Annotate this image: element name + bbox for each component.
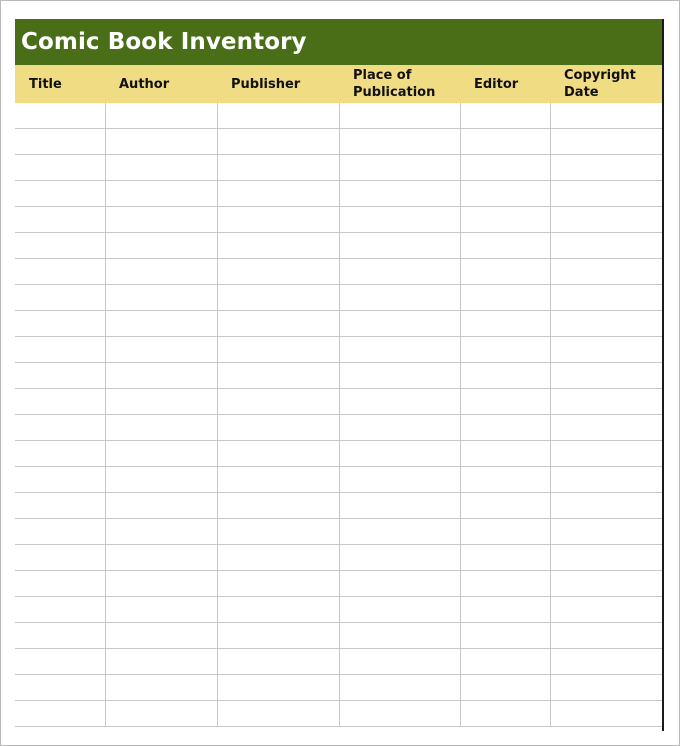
cell-place-of-publication[interactable] — [339, 415, 460, 441]
cell-editor[interactable] — [460, 155, 550, 181]
table-row — [15, 285, 662, 311]
column-header-editor: Editor — [460, 65, 550, 103]
inventory-sheet — [15, 19, 664, 731]
cell-author[interactable] — [105, 285, 217, 311]
cell-author[interactable] — [105, 337, 217, 363]
cell-publisher[interactable] — [217, 363, 339, 389]
cell-copyright-date[interactable] — [550, 233, 662, 259]
cell-author[interactable] — [105, 415, 217, 441]
cell-place-of-publication[interactable] — [339, 623, 460, 649]
cell-copyright-date[interactable] — [550, 649, 662, 675]
cell-author[interactable] — [105, 519, 217, 545]
cell-author[interactable] — [105, 649, 217, 675]
cell-place-of-publication[interactable] — [339, 363, 460, 389]
cell-title[interactable] — [15, 675, 105, 701]
table-row — [15, 701, 662, 727]
cell-title[interactable] — [15, 597, 105, 623]
cell-publisher[interactable] — [217, 181, 339, 207]
cell-publisher[interactable] — [217, 493, 339, 519]
cell-title[interactable] — [15, 649, 105, 675]
table-row — [15, 649, 662, 675]
table-row — [15, 467, 662, 493]
cell-publisher[interactable] — [217, 207, 339, 233]
cell-copyright-date[interactable] — [550, 701, 662, 727]
cell-publisher[interactable] — [217, 571, 339, 597]
cell-title[interactable] — [15, 441, 105, 467]
cell-publisher[interactable] — [217, 233, 339, 259]
cell-editor[interactable] — [460, 519, 550, 545]
cell-editor[interactable] — [460, 103, 550, 129]
cell-author[interactable] — [105, 155, 217, 181]
cell-publisher[interactable] — [217, 597, 339, 623]
cell-copyright-date[interactable] — [550, 441, 662, 467]
cell-title[interactable] — [15, 415, 105, 441]
cell-publisher[interactable] — [217, 701, 339, 727]
cell-author[interactable] — [105, 363, 217, 389]
cell-author[interactable] — [105, 441, 217, 467]
cell-place-of-publication[interactable] — [339, 129, 460, 155]
cell-publisher[interactable] — [217, 519, 339, 545]
cell-publisher[interactable] — [217, 259, 339, 285]
cell-author[interactable] — [105, 207, 217, 233]
cell-editor[interactable] — [460, 415, 550, 441]
cell-publisher[interactable] — [217, 129, 339, 155]
cell-title[interactable] — [15, 259, 105, 285]
cell-editor[interactable] — [460, 363, 550, 389]
cell-publisher[interactable] — [217, 623, 339, 649]
cell-editor[interactable] — [460, 311, 550, 337]
cell-copyright-date[interactable] — [550, 155, 662, 181]
table-body — [15, 103, 662, 727]
cell-publisher[interactable] — [217, 415, 339, 441]
cell-place-of-publication[interactable] — [339, 337, 460, 363]
cell-copyright-date[interactable] — [550, 363, 662, 389]
cell-place-of-publication[interactable] — [339, 519, 460, 545]
cell-author[interactable] — [105, 311, 217, 337]
cell-copyright-date[interactable] — [550, 103, 662, 129]
cell-author[interactable] — [105, 623, 217, 649]
cell-place-of-publication[interactable] — [339, 571, 460, 597]
cell-title[interactable] — [15, 181, 105, 207]
sheet-title: Comic Book Inventory — [21, 29, 307, 55]
table-row — [15, 233, 662, 259]
table-row — [15, 337, 662, 363]
cell-author[interactable] — [105, 675, 217, 701]
cell-editor[interactable] — [460, 623, 550, 649]
cell-author[interactable] — [105, 103, 217, 129]
cell-copyright-date[interactable] — [550, 467, 662, 493]
cell-author[interactable] — [105, 389, 217, 415]
table-row — [15, 155, 662, 181]
table-row — [15, 545, 662, 571]
cell-title[interactable] — [15, 493, 105, 519]
column-header-copyright-date: Copyright Date — [550, 65, 662, 103]
cell-publisher[interactable] — [217, 675, 339, 701]
cell-title[interactable] — [15, 545, 105, 571]
table-row — [15, 207, 662, 233]
table-row — [15, 311, 662, 337]
cell-publisher[interactable] — [217, 103, 339, 129]
cell-place-of-publication[interactable] — [339, 233, 460, 259]
cell-editor[interactable] — [460, 597, 550, 623]
table-row — [15, 259, 662, 285]
cell-title[interactable] — [15, 129, 105, 155]
table-row — [15, 519, 662, 545]
cell-author[interactable] — [105, 259, 217, 285]
cell-copyright-date[interactable] — [550, 545, 662, 571]
cell-editor[interactable] — [460, 493, 550, 519]
cell-editor[interactable] — [460, 233, 550, 259]
cell-editor[interactable] — [460, 285, 550, 311]
cell-editor[interactable] — [460, 467, 550, 493]
cell-title[interactable] — [15, 571, 105, 597]
cell-author[interactable] — [105, 545, 217, 571]
cell-title[interactable] — [15, 363, 105, 389]
cell-copyright-date[interactable] — [550, 675, 662, 701]
table-row — [15, 571, 662, 597]
table-row — [15, 103, 662, 129]
cell-place-of-publication[interactable] — [339, 389, 460, 415]
cell-editor[interactable] — [460, 207, 550, 233]
cell-copyright-date[interactable] — [550, 259, 662, 285]
column-header-place-of-publication: Place of Publication — [339, 65, 460, 103]
cell-place-of-publication[interactable] — [339, 441, 460, 467]
cell-publisher[interactable] — [217, 337, 339, 363]
cell-author[interactable] — [105, 467, 217, 493]
cell-copyright-date[interactable] — [550, 285, 662, 311]
inventory-table — [15, 65, 662, 727]
cell-publisher[interactable] — [217, 155, 339, 181]
cell-title[interactable] — [15, 337, 105, 363]
cell-copyright-date[interactable] — [550, 519, 662, 545]
table-row — [15, 675, 662, 701]
cell-publisher[interactable] — [217, 441, 339, 467]
cell-editor[interactable] — [460, 649, 550, 675]
cell-title[interactable] — [15, 155, 105, 181]
cell-copyright-date[interactable] — [550, 389, 662, 415]
cell-editor[interactable] — [460, 545, 550, 571]
cell-publisher[interactable] — [217, 467, 339, 493]
cell-publisher[interactable] — [217, 389, 339, 415]
cell-copyright-date[interactable] — [550, 571, 662, 597]
cell-title[interactable] — [15, 519, 105, 545]
cell-author[interactable] — [105, 571, 217, 597]
cell-copyright-date[interactable] — [550, 415, 662, 441]
cell-title[interactable] — [15, 285, 105, 311]
table-row — [15, 363, 662, 389]
column-header-author: Author — [105, 65, 217, 103]
table-row — [15, 441, 662, 467]
cell-editor[interactable] — [460, 259, 550, 285]
cell-publisher[interactable] — [217, 285, 339, 311]
cell-title[interactable] — [15, 207, 105, 233]
cell-place-of-publication[interactable] — [339, 493, 460, 519]
cell-copyright-date[interactable] — [550, 337, 662, 363]
cell-editor[interactable] — [460, 441, 550, 467]
cell-author[interactable] — [105, 233, 217, 259]
cell-author[interactable] — [105, 129, 217, 155]
cell-editor[interactable] — [460, 571, 550, 597]
cell-title[interactable] — [15, 103, 105, 129]
cell-publisher[interactable] — [217, 311, 339, 337]
cell-publisher[interactable] — [217, 545, 339, 571]
cell-place-of-publication[interactable] — [339, 649, 460, 675]
header-row — [15, 65, 662, 103]
cell-editor[interactable] — [460, 675, 550, 701]
cell-place-of-publication[interactable] — [339, 259, 460, 285]
cell-editor[interactable] — [460, 129, 550, 155]
cell-title[interactable] — [15, 623, 105, 649]
cell-author[interactable] — [105, 181, 217, 207]
cell-author[interactable] — [105, 701, 217, 727]
cell-copyright-date[interactable] — [550, 129, 662, 155]
cell-place-of-publication[interactable] — [339, 103, 460, 129]
cell-place-of-publication[interactable] — [339, 701, 460, 727]
cell-title[interactable] — [15, 233, 105, 259]
cell-title[interactable] — [15, 701, 105, 727]
table-row — [15, 493, 662, 519]
title-bar — [15, 19, 662, 65]
cell-editor[interactable] — [460, 337, 550, 363]
cell-author[interactable] — [105, 597, 217, 623]
cell-place-of-publication[interactable] — [339, 675, 460, 701]
cell-title[interactable] — [15, 467, 105, 493]
column-header-title: Title — [15, 65, 105, 103]
cell-place-of-publication[interactable] — [339, 181, 460, 207]
cell-place-of-publication[interactable] — [339, 467, 460, 493]
cell-place-of-publication[interactable] — [339, 597, 460, 623]
cell-place-of-publication[interactable] — [339, 207, 460, 233]
cell-place-of-publication[interactable] — [339, 545, 460, 571]
cell-place-of-publication[interactable] — [339, 285, 460, 311]
table-row — [15, 597, 662, 623]
cell-place-of-publication[interactable] — [339, 155, 460, 181]
table-row — [15, 623, 662, 649]
cell-copyright-date[interactable] — [550, 207, 662, 233]
cell-author[interactable] — [105, 493, 217, 519]
cell-copyright-date[interactable] — [550, 623, 662, 649]
cell-editor[interactable] — [460, 389, 550, 415]
cell-title[interactable] — [15, 389, 105, 415]
cell-copyright-date[interactable] — [550, 311, 662, 337]
cell-title[interactable] — [15, 311, 105, 337]
cell-copyright-date[interactable] — [550, 493, 662, 519]
table-row — [15, 129, 662, 155]
cell-copyright-date[interactable] — [550, 181, 662, 207]
cell-copyright-date[interactable] — [550, 597, 662, 623]
column-header-publisher: Publisher — [217, 65, 339, 103]
cell-editor[interactable] — [460, 181, 550, 207]
cell-publisher[interactable] — [217, 649, 339, 675]
cell-editor[interactable] — [460, 701, 550, 727]
cell-place-of-publication[interactable] — [339, 311, 460, 337]
table-row — [15, 389, 662, 415]
table-row — [15, 415, 662, 441]
table-row — [15, 181, 662, 207]
